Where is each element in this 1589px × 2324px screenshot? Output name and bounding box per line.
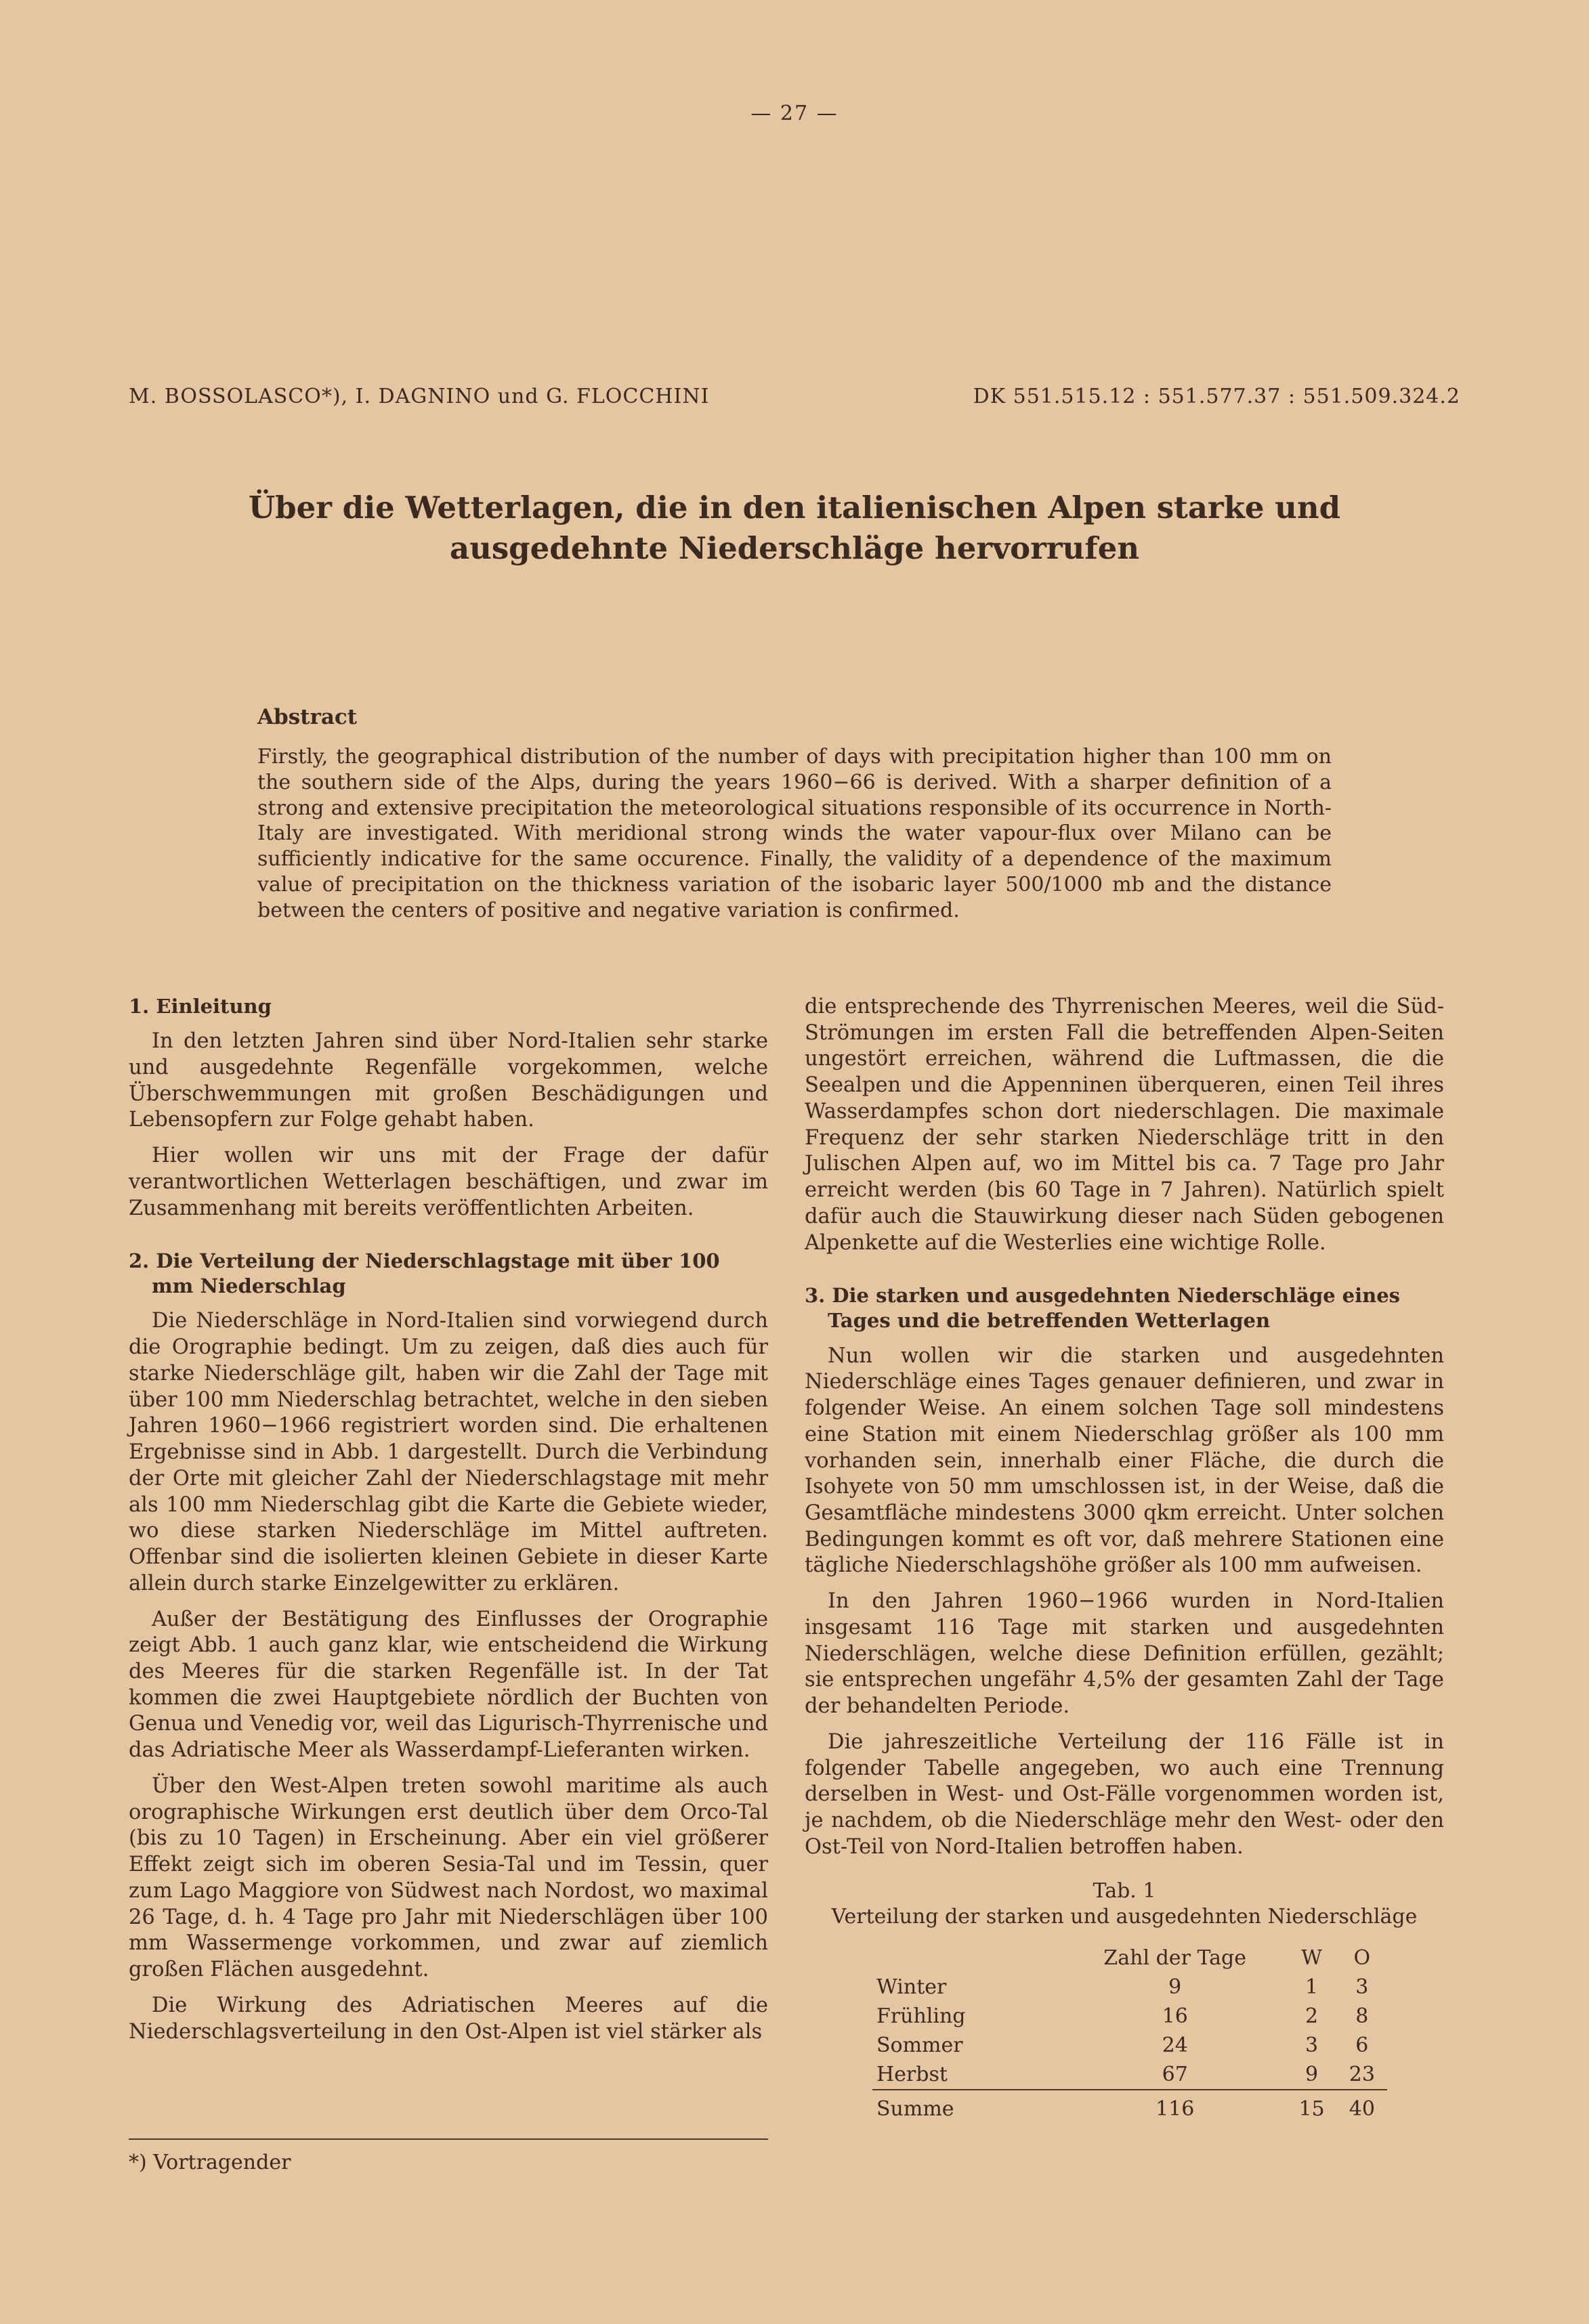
left-column <box>129 994 768 2054</box>
table-cell: Winter <box>876 1975 947 1999</box>
table-row <box>872 1973 1387 2002</box>
table-caption: Tab. 1 <box>1093 1878 1156 1903</box>
table-cell: 16 <box>1162 2004 1188 2028</box>
section-heading-1: 1. Einleitung <box>129 995 272 1018</box>
table-row <box>872 2002 1387 2031</box>
table-header <box>872 1943 1063 1973</box>
table-cell: 24 <box>1162 2033 1188 2057</box>
table-cell: 40 <box>1337 2090 1387 2124</box>
table-cell: 3 <box>1355 1975 1369 1999</box>
table-row <box>872 2031 1387 2060</box>
table-row <box>872 2060 1387 2090</box>
paragraph: Die jahreszeitliche Verteilung der 116 Fälle ist in folgender Tabelle angegeben, wo auch eine Trennung derselben in West- und Ost-Fälle vorgenommen worden ist, je nachdem, ob die Niederschläge mehr den West- oder den Ost-Teil von Nord-Italien betroffen haben. <box>805 1729 1444 1859</box>
table-cell: 3 <box>1305 2033 1319 2057</box>
table-cell: Summe <box>872 2090 1063 2124</box>
paragraph: In den letzten Jahren sind über Nord-Italien sehr starke und ausgedehnte Regenfälle vorgekommen, welche Überschwemmungen mit großen Beschädigungen und Lebensopfern zur Folge gehabt haben. <box>129 1029 768 1132</box>
right-column <box>805 994 1444 2124</box>
paragraph: Außer der Bestätigung des Einflusses der Orographie zeigt Abb. 1 auch ganz klar, wie entscheidend die Wirkung des Meeres für die starken Regenfälle ist. In der Tat kommen die zwei Hauptgebiete nördlich der Buchten von Genua und Venedig vor, weil das Ligurisch-Thyrrenische und das Adriatische Meer als Wasserdampf-Lieferanten wirken. <box>129 1607 768 1763</box>
authors: M. BOSSOLASCO*), I. DAGNINO und G. FLOCCHINI <box>129 385 710 408</box>
table-cell: 1 <box>1305 1975 1319 1999</box>
paragraph: Hier wollen wir uns mit der Frage der dafür verantwortlichen Wetterlagen beschäftigen, und zwar im Zusammenhang mit bereits veröffentlichten Arbeiten. <box>129 1144 768 1220</box>
table-cell: 116 <box>1063 2090 1286 2124</box>
footnote-divider <box>129 2138 768 2140</box>
table-cell: 2 <box>1305 2004 1319 2028</box>
table-subcaption: Verteilung der starken und ausgedehnten Niederschläge <box>831 1904 1418 1929</box>
table-cell: 15 <box>1286 2090 1336 2124</box>
distribution-table <box>872 1943 1387 2124</box>
section-heading-2: 2. Die Verteilung der Niederschlagstage mit über 100 mm Niederschlag <box>129 1249 720 1298</box>
table-cell: 8 <box>1355 2004 1369 2028</box>
table-cell: Sommer <box>876 2033 963 2057</box>
table-cell: 9 <box>1168 1975 1182 1999</box>
paragraph: In den Jahren 1960−1966 wurden in Nord-Italien insgesamt 116 Tage mit starken und ausgedehnten Niederschlägen, welche diese Definition erfüllen, gezählt; sie entsprechen ungefähr 4,5% der gesamten Zahl der Tage der behandelten Periode. <box>805 1589 1444 1719</box>
title-line-2: ausgedehnte Niederschläge hervorrufen <box>449 530 1140 566</box>
table-cell: 9 <box>1305 2062 1319 2086</box>
paragraph: die entsprechende des Thyrrenischen Meeres, weil die Süd-Strömungen im ersten Fall die betreffenden Alpen-Seiten ungestört erreichen, während die Luftmassen, die die Seealpen und die Appenninen überqueren, einen Teil ihres Wasserdampfes schon dort niederschlagen. Die maximale Frequenz der sehr starken Niederschläge tritt in den Julischen Alpen auf, wo im Mittel bis ca. 7 Tage pro Jahr erreicht werden (bis 60 Tage in 7 Jahren). Natürlich spielt dafür auch die Stauwirkung dieser nach Süden gebogenen Alpenkette auf die Westerlies eine wichtige Rolle. <box>805 995 1444 1255</box>
table-cell: 6 <box>1355 2033 1369 2057</box>
table-header: W <box>1301 1945 1322 1970</box>
table-sum-row <box>872 2090 1387 2124</box>
table-header: Zahl der Tage <box>1103 1945 1246 1970</box>
abstract <box>257 704 1332 924</box>
paper-title <box>129 488 1460 569</box>
table-cell: 23 <box>1349 2062 1375 2086</box>
paragraph: Die Niederschläge in Nord-Italien sind vorwiegend durch die Orographie bedingt. Um zu zeigen, daß dies auch für starke Niederschläge gilt, haben wir die Zahl der Tage mit über 100 mm Niederschlag betrachtet, welche in den sieben Jahren 1960−1966 registriert worden sind. Die erhaltenen Ergebnisse sind in Abb. 1 dargestellt. Durch die Verbindung der Orte mit gleicher Zahl der Niederschlagstage mit mehr als 100 mm Niederschlag gibt die Karte die Gebiete wieder, wo diese starken Niederschläge im Mittel auftreten. Offenbar sind die isolierten kleinen Gebiete in dieser Karte allein durch starke Einzelgewitter zu erklären. <box>129 1309 768 1595</box>
dk-classification: DK 551.515.12 : 551.577.37 : 551.509.324.2 <box>973 385 1460 408</box>
section-heading-3: 3. Die starken und ausgedehnten Niederschläge eines Tages und die betreffenden Wetterlagen <box>805 1284 1401 1333</box>
paragraph: Nun wollen wir die starken und ausgedehnten Niederschläge eines Tages genauer definieren, und zwar in folgender Weise. An einem solchen Tage soll mindestens eine Station mit einem Niederschlag größer als 100 mm vorhanden sein, innerhalb einer Fläche, die durch die Isohyete von 50 mm umschlossen ist, in der Weise, daß die Gesamtfläche mindestens 3000 qkm erreicht. Unter solchen Bedingungen kommt es oft vor, daß mehrere Stationen eine tägliche Niederschlagshöhe größer als 100 mm aufweisen. <box>805 1343 1444 1578</box>
footnote: *) Vortragender <box>129 2151 291 2174</box>
table-header-row <box>872 1943 1387 1973</box>
page-number: — 27 — <box>750 102 839 125</box>
abstract-heading: Abstract <box>257 705 358 729</box>
table-cell: Frühling <box>876 2004 966 2028</box>
table-header: O <box>1353 1945 1371 1970</box>
abstract-text: Firstly, the geographical distribution of the number of days with precipitation higher than 100 mm on the southern side of the Alps, during the years 1960−66 is derived. With a sharper definition of a strong and extensive precipitation the meteorological situations responsible of its occurrence in North-Italy are investigated. With meridional strong winds the water vapour-flux over Milano can be sufficiently indicative for the same occurence. Finally, the validity of a dependence of the maximum value of precipitation on the thickness variation of the isobaric layer 500/1000 mb and the distance between the centers of positive and negative variation is confirmed. <box>257 745 1332 922</box>
title-line-1: Über die Wetterlagen, die in den italienischen Alpen starke und <box>248 490 1341 525</box>
table-cell: Herbst <box>876 2062 948 2086</box>
table-cell: 67 <box>1162 2062 1188 2086</box>
paragraph: Über den West-Alpen treten sowohl maritime als auch orographische Wirkungen erst deutlich über dem Orco-Tal (bis zu 10 Tagen) in Erscheinung. Aber ein viel größerer Effekt zeigt sich im oberen Sesia-Tal und im Tessin, quer zum Lago Maggiore von Südwest nach Nordost, wo maximal 26 Tage, d. h. 4 Tage pro Jahr mit Niederschlägen über 100 mm Wassermenge vorkommen, und zwar auf ziemlich großen Flächen ausgedehnt. <box>129 1773 768 1982</box>
paragraph: Die Wirkung des Adriatischen Meeres auf die Niederschlagsverteilung in den Ost-Alpen ist viel stärker als <box>129 1993 768 2044</box>
